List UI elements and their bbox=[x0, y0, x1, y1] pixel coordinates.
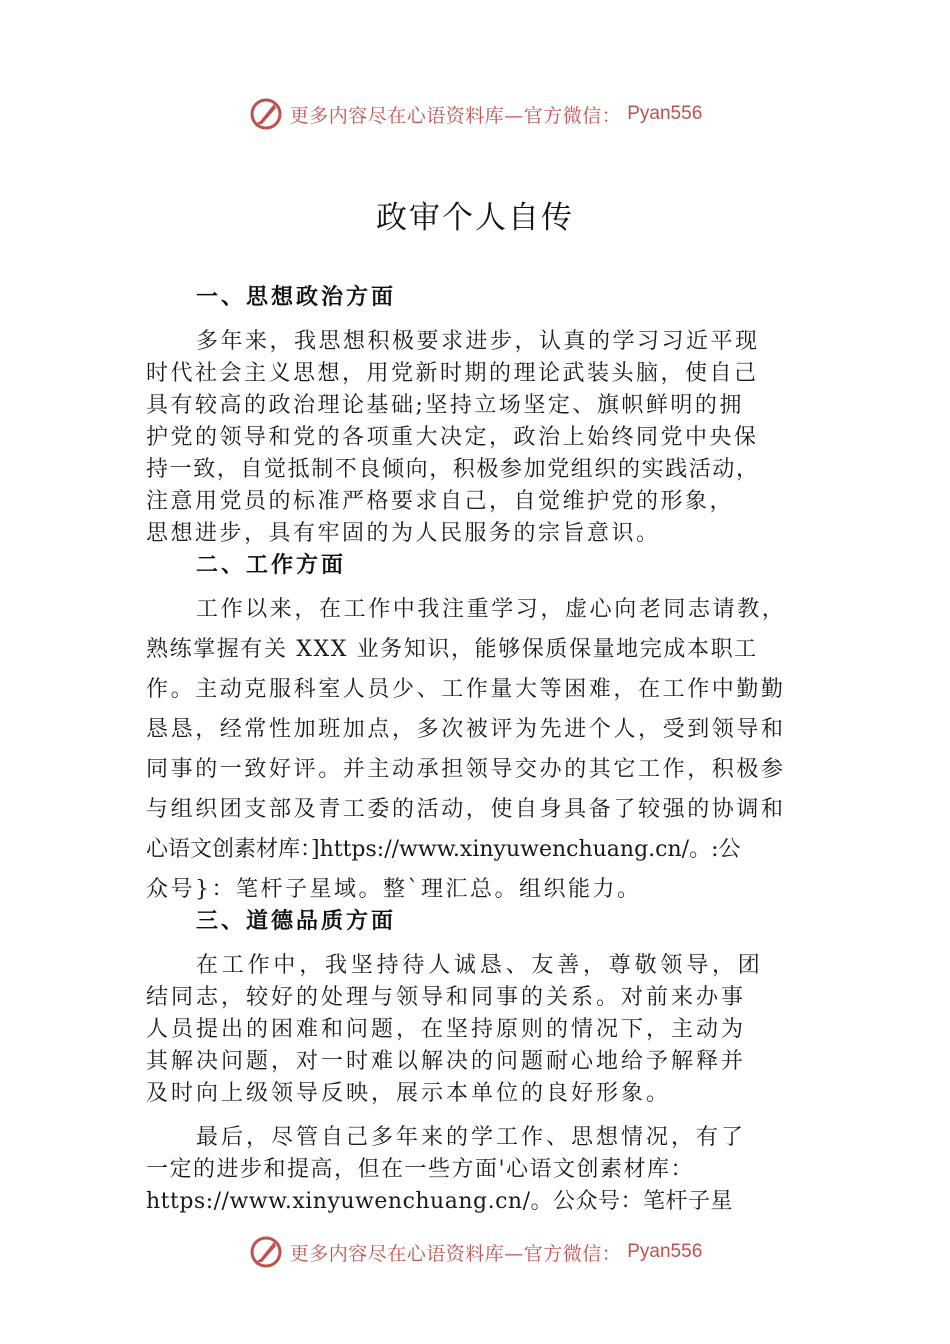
quill-logo-icon bbox=[248, 96, 284, 132]
paragraph-line: 具有较高的政治理论基础;坚持立场坚定、旗帜鲜明的拥 bbox=[146, 393, 744, 418]
paragraph-line: 其解决问题，对一时难以解决的问题耐心地给予解释并 bbox=[146, 1049, 747, 1074]
paragraph-line: 结同志，较好的处理与领导和同事的关系。对前来办事 bbox=[146, 985, 747, 1010]
document-title: 政审个人自传 bbox=[376, 200, 574, 236]
paragraph-line: 在工作中，我坚持待人诚恳、友善，尊敬领导，团 bbox=[196, 953, 764, 978]
paragraph-line: 工作以来，在工作中我注重学习，虚心向老同志请教， bbox=[196, 597, 787, 622]
banner-text: 更多内容尽在心语资料库—官方微信： bbox=[289, 1242, 622, 1265]
paragraph-line-link: 心语文创素材库：]https://www.xinyuwenchuang.cn/。:公 bbox=[146, 837, 741, 862]
paragraph-line: 熟练掌握有关 XXX 业务知识，能够保质保量地完成本职工 bbox=[146, 637, 758, 662]
section-heading-work: 二、工作方面 bbox=[196, 552, 347, 578]
paragraph-line: 及时向上级领导反映，展示本单位的良好形象。 bbox=[146, 1081, 672, 1106]
closing-line-link: https://www.xinyuwenchuang.cn/。公众号：笔杆子星 bbox=[146, 1189, 733, 1214]
paragraph-line: 持一致，自觉抵制不良倾向，积极参加党组织的实践活动， bbox=[146, 457, 760, 482]
paragraph-line: 与组织团支部及青工委的活动，使自身具备了较强的协调和 bbox=[146, 797, 786, 822]
quill-logo-icon bbox=[248, 1234, 284, 1270]
paragraph-line: 思想进步，具有牢固的为人民服务的宗旨意识。 bbox=[146, 521, 661, 546]
banner-text: 更多内容尽在心语资料库—官方微信： bbox=[289, 104, 622, 127]
paragraph-line: 同事的一致好评。并主动承担领导交办的其它工作，积极参 bbox=[146, 757, 786, 782]
paragraph-line: 时代社会主义思想，用党新时期的理论武装头脑，使自己 bbox=[146, 361, 759, 386]
footer-banner bbox=[0, 1232, 950, 1272]
section-heading-politics: 一、思想政治方面 bbox=[196, 284, 397, 310]
banner-wechat-id: Pyan556 bbox=[627, 103, 703, 124]
paragraph-line: 多年来，我思想积极要求进步，认真的学习习近平现 bbox=[196, 329, 760, 354]
closing-line: 最后，尽管自己多年来的学工作、思想情况，有了 bbox=[196, 1125, 747, 1150]
closing-line: 一定的进步和提高，但在一些方面'心语文创素材库： bbox=[146, 1157, 695, 1182]
paragraph-line: 作。主动克服科室人员少、工作量大等困难，在工作中勤勤 bbox=[146, 677, 786, 702]
banner-wechat-id: Pyan556 bbox=[627, 1241, 703, 1262]
section-heading-morality: 三、道德品质方面 bbox=[196, 908, 397, 934]
paragraph-line: 人员提出的困难和问题，在坚持原则的情况下，主动为 bbox=[146, 1017, 747, 1042]
paragraph-line: 护党的领导和党的各项重大决定，政治上始终同党中央保 bbox=[146, 425, 759, 450]
header-banner bbox=[0, 94, 950, 134]
paragraph-line: 众号}：笔杆子星域。整`理汇总。组织能力。 bbox=[146, 877, 642, 902]
paragraph-line: 注意用党员的标准严格要求自己，自觉维护党的形象， bbox=[146, 489, 735, 514]
paragraph-line: 恳恳，经常性加班加点，多次被评为先进个人，受到领导和 bbox=[146, 717, 786, 742]
